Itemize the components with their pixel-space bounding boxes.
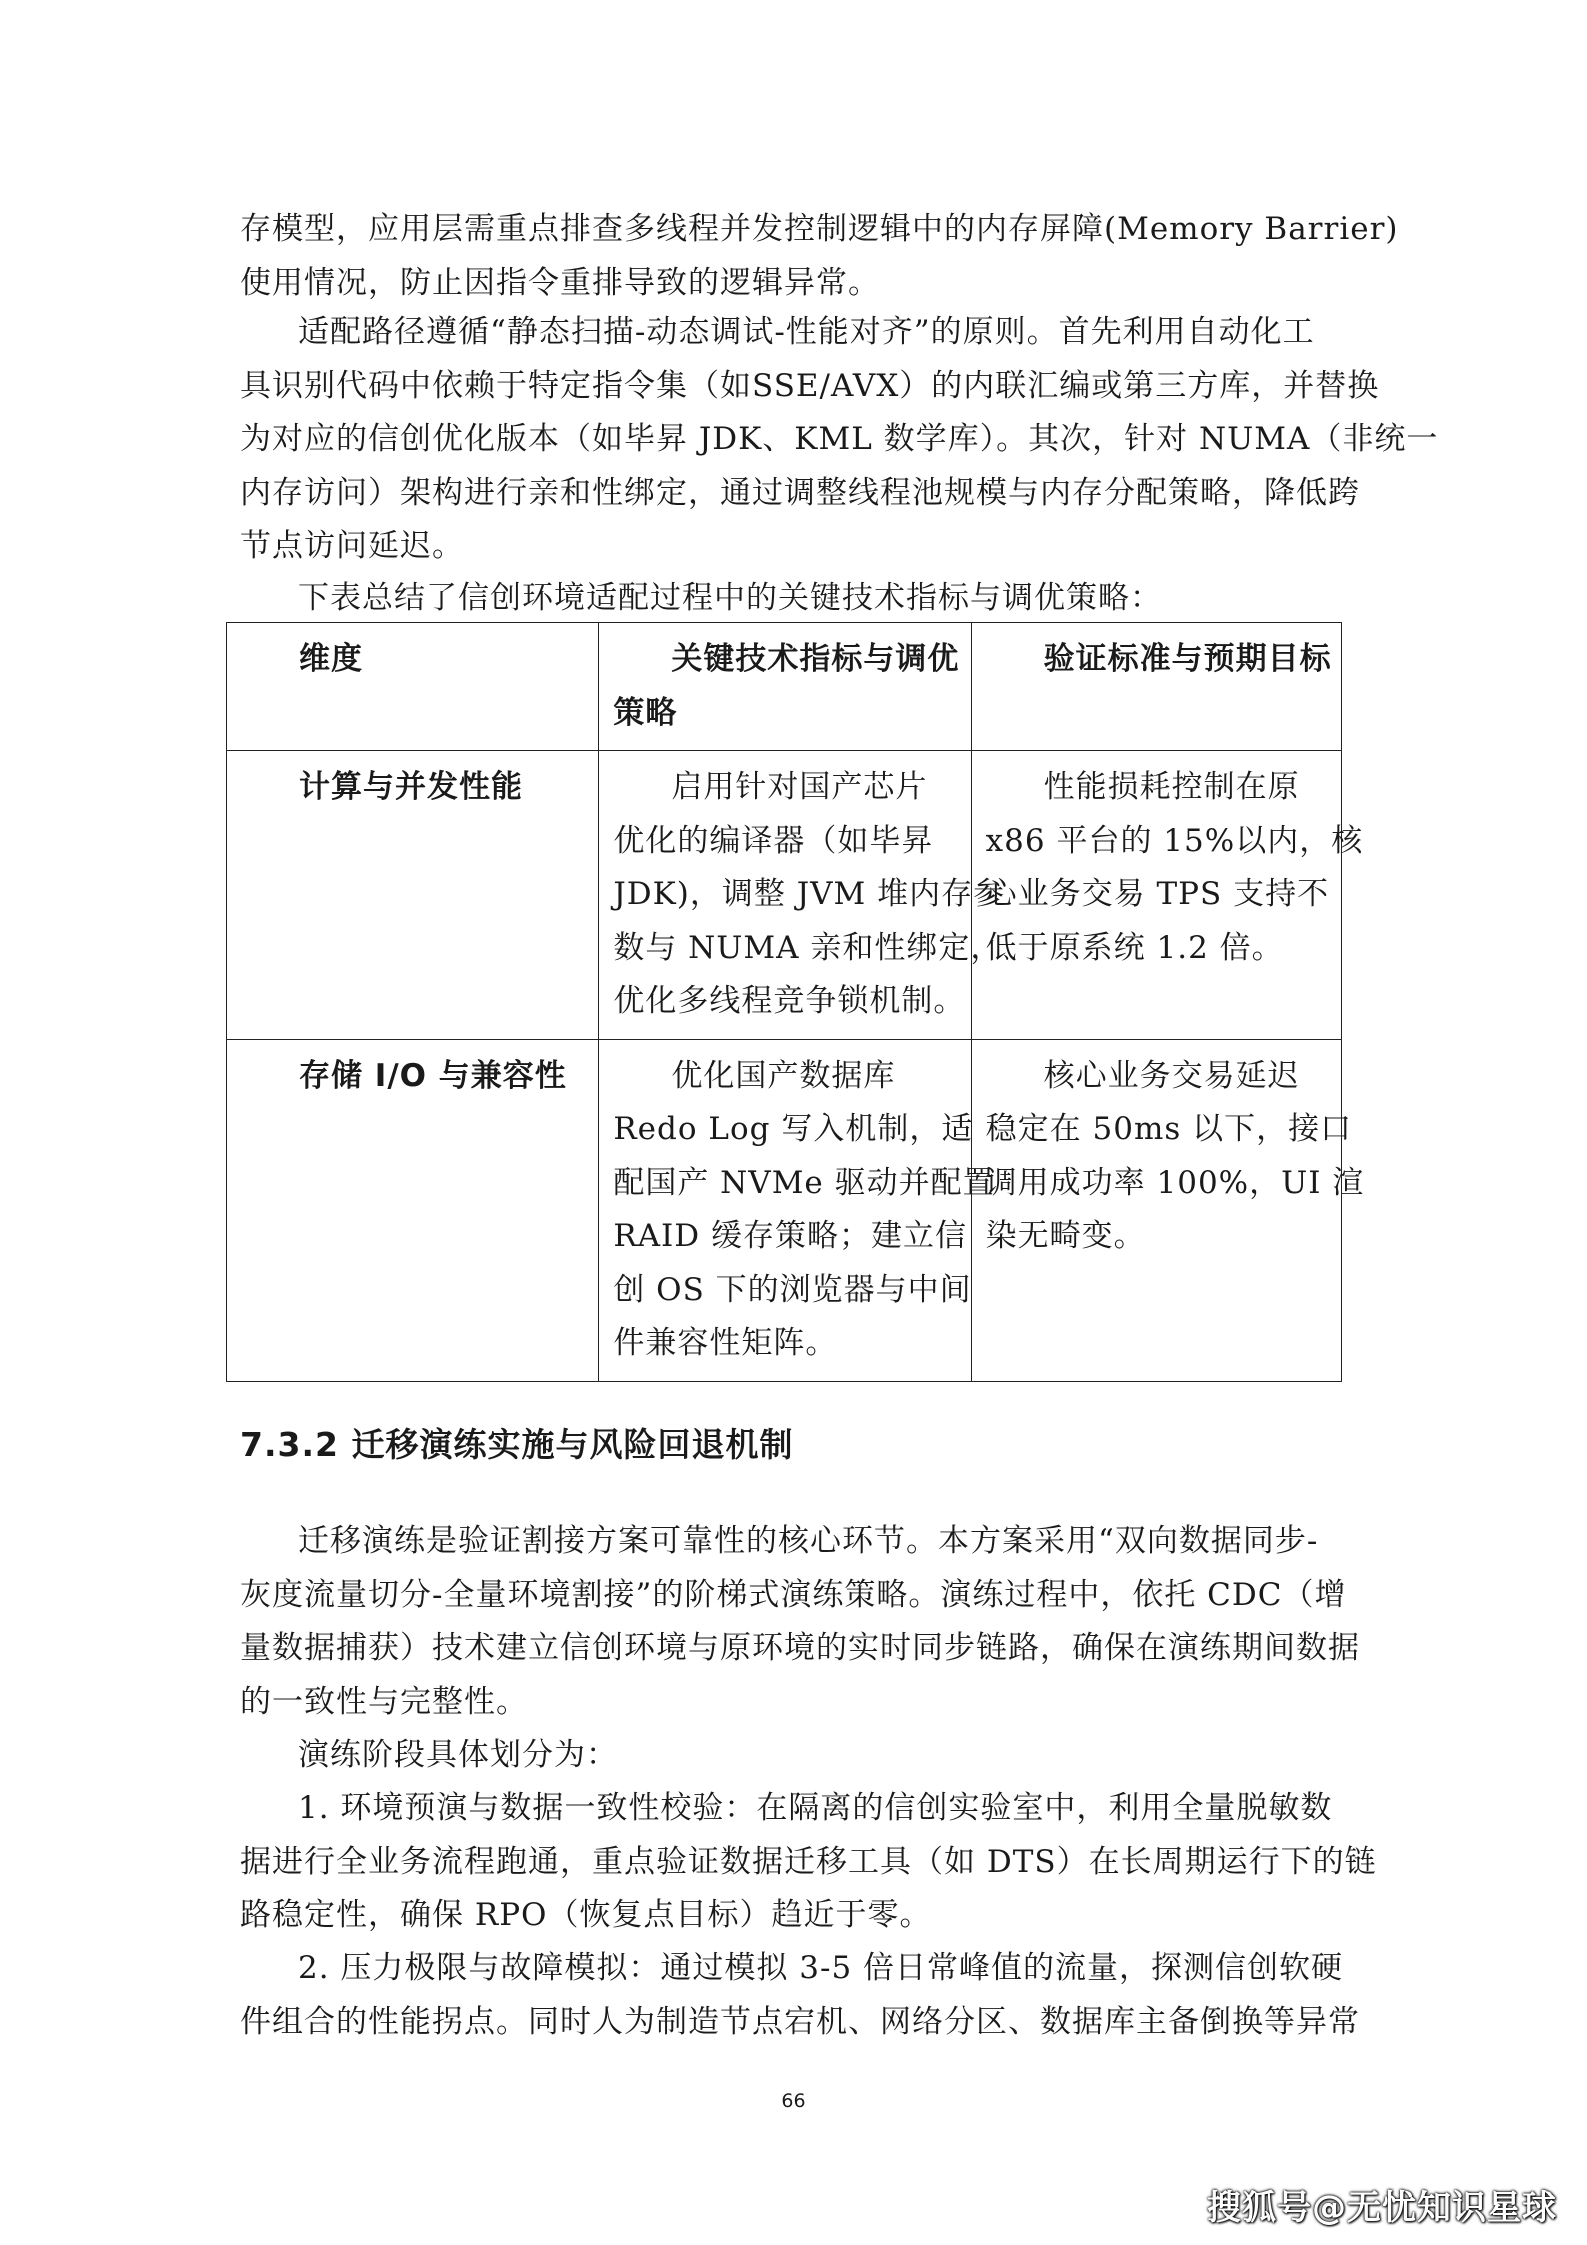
section-heading: 7.3.2 迁移演练实施与风险回退机制 <box>240 1425 794 1464</box>
header-label: 维度 <box>299 641 363 677</box>
cell-text: 优化国产数据库 <box>671 1057 896 1094</box>
cell-text: 件兼容性矩阵。 <box>613 1325 838 1361</box>
text-line: 据进行全业务流程跑通，重点验证数据迁移工具（如 DTS）在长周期运行下的链 <box>240 1843 1377 1880</box>
cell-text: 优化的编译器（如毕昇 <box>613 822 934 859</box>
table-header-row <box>227 623 1342 751</box>
text-line: 的一致性与完整性。 <box>240 1683 528 1720</box>
header-cell-strategy <box>599 623 971 751</box>
cell-text: 调用成功率 100%，UI 渲 <box>985 1164 1365 1201</box>
phase-intro <box>240 1729 1355 1783</box>
cell-text: 优化多线程竞争锁机制。 <box>613 983 966 1019</box>
page-number: 66 <box>781 2090 806 2112</box>
text-line: 路稳定性，确保 RPO（恢复点目标）趋近于零。 <box>240 1897 932 1933</box>
text-line: 演练阶段具体划分为： <box>298 1737 618 1773</box>
text-line: 内存访问）架构进行亲和性绑定，通过调整线程池规模与内存分配策略，降低跨 <box>240 474 1360 511</box>
drill-paragraph <box>240 1515 1360 1729</box>
text-line: 2. 压力极限与故障模拟：通过模拟 3-5 倍日常峰值的流量，探测信创软硬 <box>298 1950 1344 1986</box>
text-line: 存模型，应用层需重点排查多线程并发控制逻辑中的内存屏障(Memory Barrier) <box>240 211 1399 247</box>
dimension-cell <box>227 751 599 1040</box>
text-line: 1. 环境预演与数据一致性校验：在隔离的信创实验室中，利用全量脱敏数 <box>298 1790 1333 1826</box>
cell-text: x86 平台的 15%以内，核 <box>985 822 1364 859</box>
table-row <box>227 1039 1342 1381</box>
table-intro <box>240 572 1355 626</box>
text-line: 迁移演练是验证割接方案可靠性的核心环节。本方案采用“双向数据同步- <box>298 1523 1319 1559</box>
metrics-table <box>226 622 1365 1382</box>
header-cell-target <box>971 623 1341 751</box>
cell-text: 低于原系统 1.2 倍。 <box>985 929 1284 966</box>
strategy-cell <box>599 1039 995 1381</box>
table-row <box>227 751 1342 1040</box>
cell-text: 核心业务交易延迟 <box>1043 1057 1300 1094</box>
target-cell <box>971 1039 1365 1381</box>
cell-text: JDK)，调整 JVM 堆内存参 <box>613 876 1006 912</box>
cell-text: 性能损耗控制在原 <box>1043 769 1300 805</box>
cell-text: 启用针对国产芯片 <box>671 769 928 805</box>
text-line: 节点访问延迟。 <box>240 528 464 564</box>
cell-text: 染无畸变。 <box>985 1218 1146 1254</box>
text-line: 适配路径遵循“静态扫描-动态调试-性能对齐”的原则。首先利用自动化工 <box>298 314 1315 350</box>
text-line: 件组合的性能拐点。同时人为制造节点宕机、网络分区、数据库主备倒换等异常 <box>240 2003 1360 2040</box>
phase-1-paragraph <box>240 1782 1377 1943</box>
header-cell-dimension <box>227 623 599 751</box>
text-line: 使用情况，防止因指令重排导致的逻辑异常。 <box>240 264 880 301</box>
dimension-label: 存储 I/O 与兼容性 <box>299 1057 567 1094</box>
strategy-cell <box>599 751 1006 1040</box>
cell-text: RAID 缓存策略；建立信 <box>613 1218 968 1254</box>
text-line: 灰度流量切分-全量环境割接”的阶梯式演练策略。演练过程中，依托 CDC（增 <box>240 1576 1347 1613</box>
text-line: 量数据捕获）技术建立信创环境与原环境的实时同步链路，确保在演练期间数据 <box>240 1630 1360 1666</box>
text-line: 具识别代码中依赖于特定指令集（如SSE/AVX）的内联汇编或第三方库，并替换 <box>240 367 1380 404</box>
text-line: 下表总结了信创环境适配过程中的关键技术指标与调优策略： <box>298 580 1162 616</box>
cell-text: 数与 NUMA 亲和性绑定， <box>613 929 1003 966</box>
header-label: 验证标准与预期目标 <box>1043 641 1332 677</box>
dimension-label: 计算与并发性能 <box>299 769 523 805</box>
cell-text: 心业务交易 TPS 支持不 <box>985 876 1330 912</box>
adapt-paragraph <box>240 306 1439 574</box>
cell-text: 配国产 NVMe 驱动并配置 <box>613 1164 995 1201</box>
cell-text: 创 OS 下的浏览器与中间 <box>613 1271 972 1308</box>
cell-text: Redo Log 写入机制，适 <box>613 1111 974 1147</box>
intro-paragraph <box>240 203 1399 310</box>
cell-text: 稳定在 50ms 以下，接口 <box>985 1111 1353 1147</box>
dimension-cell <box>227 1039 599 1381</box>
watermark: 搜狐号@无忧知识星球 <box>1207 2188 1557 2228</box>
header-label: 关键技术指标与调优 <box>671 641 960 677</box>
phase-2-paragraph <box>240 1942 1360 2049</box>
header-label: 策略 <box>613 694 678 731</box>
text-line: 为对应的信创优化版本（如毕昇 JDK、KML 数学库）。其次，针对 NUMA（非统一 <box>240 421 1439 457</box>
target-cell <box>971 751 1364 1040</box>
